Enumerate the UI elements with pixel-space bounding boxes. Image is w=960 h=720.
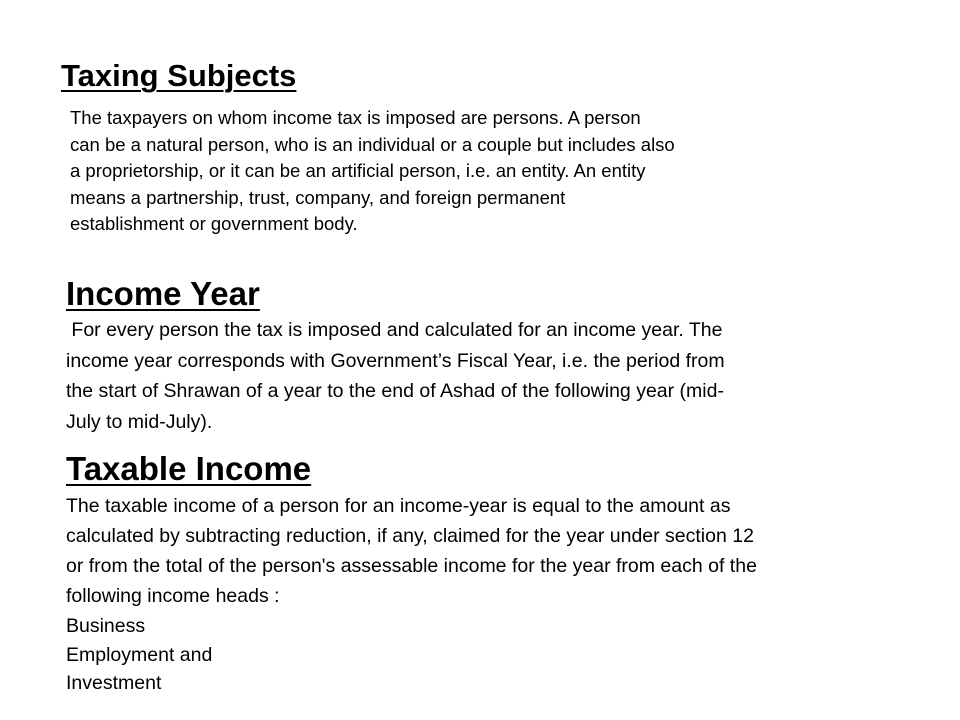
paragraph-line: July to mid-July). [66,410,213,433]
paragraph-line: establishment or government body. [70,213,358,234]
taxing-subjects-paragraph [70,105,675,238]
income-heads-list [66,612,212,698]
paragraph-line: the start of Shrawan of a year to the end of Ashad of the following year (mid- [66,380,724,402]
paragraph-line: can be a natural person, who is an individual or a couple but includes also [70,133,675,155]
list-item: Employment and [66,643,213,666]
paragraph-line: calculated by subtracting reduction, if any, claimed for the year under section 12 [66,525,754,547]
income-year-paragraph [66,315,725,437]
paragraph-line: following income heads : [66,585,280,607]
paragraph-line: income year corresponds with Government’s Fiscal Year, i.e. the period from [66,349,725,372]
paragraph-line: The taxpayers on whom income tax is imposed are persons. A person [70,107,641,128]
paragraph-line: or from the total of the person's assessable income for the year from each of the [66,555,757,577]
list-item: Investment [66,672,162,694]
paragraph-line: For every person the tax is imposed and calculated for an income year. The [66,319,723,341]
paragraph-line: means a partnership, trust, company, and foreign permanent [70,186,566,208]
taxing-subjects-heading: Taxing Subjects [61,58,297,93]
taxable-income-heading: Taxable Income [66,450,312,487]
income-year-heading: Income Year [66,275,260,312]
paragraph-line: a proprietorship, or it can be an artificial person, i.e. an entity. An entity [70,160,646,181]
paragraph-line: The taxable income of a person for an income-year is equal to the amount as [66,495,731,517]
list-item: Business [66,615,146,637]
taxable-income-paragraph [66,491,757,611]
